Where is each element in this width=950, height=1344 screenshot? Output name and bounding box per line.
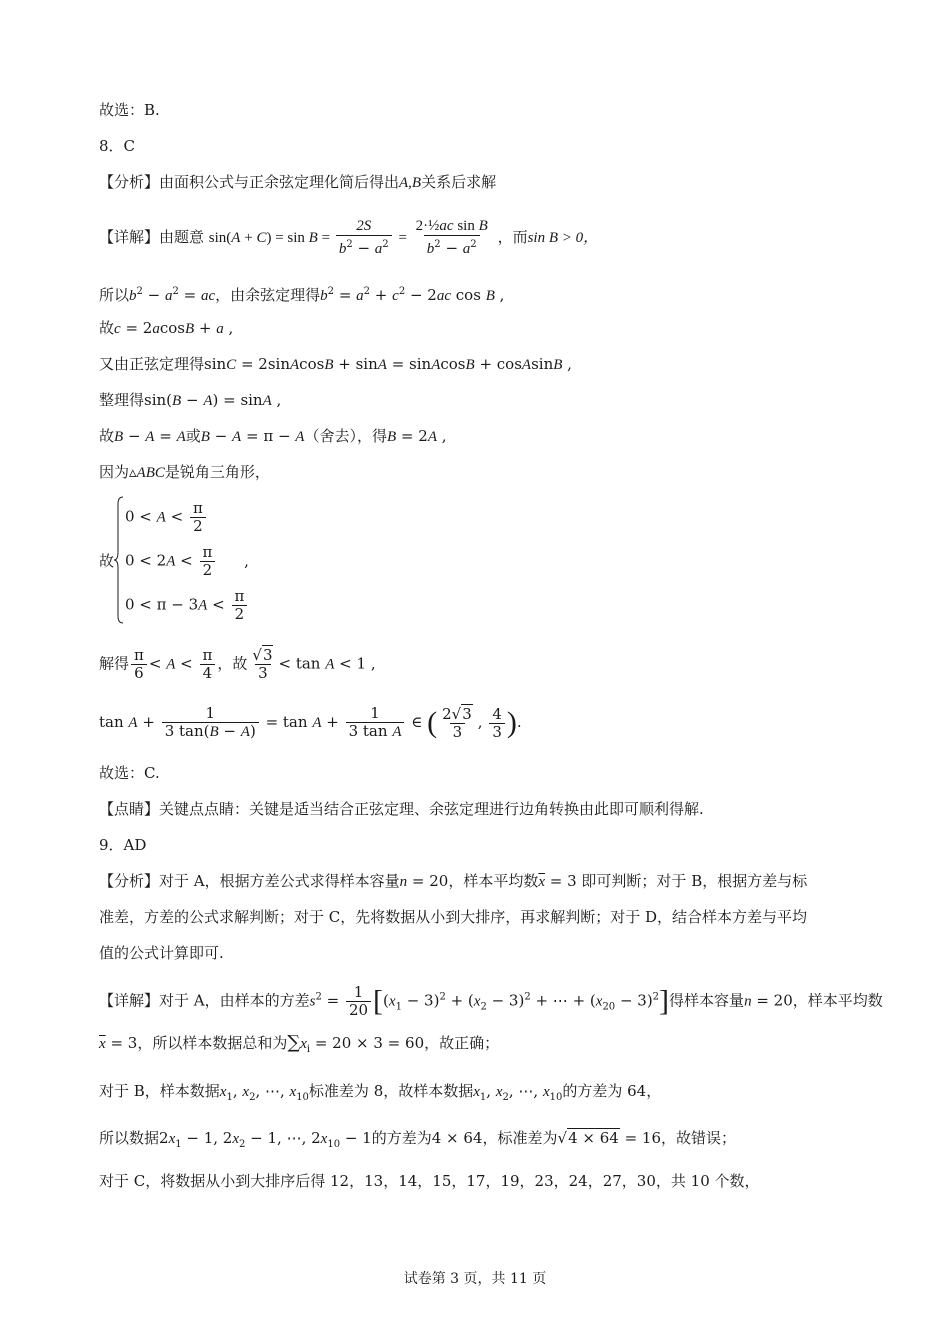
- q8-line9-note: （舍去），得: [304, 427, 387, 445]
- q8-line7-prefix: 又由正弦定理得: [99, 355, 205, 373]
- q8-line9-prefix: 故: [99, 427, 115, 445]
- q8-comment: 【点睛】关键点点睛：关键是适当结合正弦定理、余弦定理进行边角转换由此即可顺利得解.: [99, 800, 704, 818]
- question-8-answer: 8．C: [99, 137, 136, 155]
- q8-line10-tail: 是锐角三角形，: [164, 463, 270, 481]
- q9-detail-line3-a: 对于 B，样本数据: [99, 1082, 220, 1100]
- q8-line8-prefix: 整理得: [99, 391, 145, 409]
- q8-line10-prefix: 因为: [99, 463, 130, 481]
- q8-line-simplify: 整理得sin(B − A) = sinA ,: [99, 391, 282, 409]
- q9-analysis-c: 即可判断；对于 B，根据方差与标: [581, 872, 808, 890]
- q8-line-final-expr: tan A + $\frac{1}{3 \tan(B - A)}$ = tan A + $\frac{1}{\text{3 tan A}}$ ∈ ( $\frac{2√3}{3}$ , $\frac{4}{3}$ ).: [99, 704, 522, 741]
- q8-analysis-text: 【分析】由面积公式与正余弦定理化简后得出: [99, 173, 400, 191]
- q9-detail-line3-b: 标准差为 8，故样本数据: [308, 1082, 474, 1100]
- q9-detail-line5: 对于 C，将数据从小到大排序后得 12，13，14，15，17，19，23，24，27，30，共 10 个数，: [99, 1172, 760, 1190]
- q8-line11-prefix: 解得: [99, 654, 130, 673]
- q9-detail-line4-d: ，故错误；: [661, 1129, 737, 1147]
- q9-detail-line3: 对于 B，样本数据$x_1$, $x_2$, ⋯, $x_{10}$标准差为 8，故样本数据$x_1$, $x_2$, ⋯, $x_{10}$的方差为 64，: [99, 1082, 662, 1103]
- q9-detail-line4-c: ，标准差为: [482, 1129, 558, 1147]
- q9-detail-line4-a: 所以数据: [99, 1129, 160, 1147]
- question-9-answer: 9．AD: [99, 836, 147, 854]
- q9-detail-line4-b: 的方差为: [371, 1129, 432, 1147]
- q9-detail-line2: $\overline{x} = 3$，所以样本数据总和为$\sum x_i = 20 \times 3 = 60$，故正确；: [99, 1032, 500, 1055]
- q9-analysis-line1: 【分析】对于 A，根据方差公式求得样本容量n = 20，样本平均数$\overline{x} = 3$ 即可判断；对于 B，根据方差与标: [99, 872, 808, 890]
- q8-line-cosine: 所以$b^2 - a^2$ = ac，由余弦定理得$b^2 = a^2 + c^2 - 2ac$ cos B ,: [99, 286, 505, 304]
- q8-line-c: 故c = 2acosB + a ,: [99, 319, 234, 337]
- q9-detail-line1: 【详解】对于 A，由样本的方差$s^2$ = $\frac{1}{20}$ [$(x_1 - 3)^2 + (x_2 - 3)^2$ + ⋯ + $(x_{20} - 3)^2$]得样本容量n = 20，样本平均数: [99, 983, 883, 1019]
- q9-detail-line2-a: ，所以样本数据总和为: [137, 1034, 288, 1052]
- q8-detail-prefix: 【详解】由题意: [99, 228, 205, 246]
- q8-analysis: [99, 171, 496, 194]
- system-row-3: 0 < π − 3A < $\frac{\pi}{2}$: [125, 588, 249, 623]
- q8-analysis-math: A,B: [399, 175, 422, 191]
- q8-line-sine: 又由正弦定理得sinC = 2sinAcosB + sinA = sinAcosB + cosAsinB ,: [99, 355, 572, 373]
- q9-detail-line2-b: ，故正确；: [424, 1034, 500, 1052]
- page-footer: 试卷第 3 页，共 11 页: [403, 1271, 547, 1287]
- q8-detail-tail: sin B > 0，: [527, 230, 599, 246]
- q8-line-acute: 因为▵ABC是锐角三角形，: [99, 463, 270, 481]
- q9-detail-line3-c: 的方差为 64，: [562, 1082, 662, 1100]
- q9-detail-c: ，样本平均数: [792, 991, 883, 1010]
- q8-line11-mid: ，故: [217, 654, 248, 673]
- q8-line9-mid: 或: [185, 427, 201, 445]
- q8-detail-mid: ，而: [497, 228, 528, 246]
- left-brace: [114, 496, 124, 624]
- q9-analysis-b: ，样本平均数: [448, 872, 539, 890]
- answer-line-8: 故选：C.: [99, 764, 160, 782]
- q9-analysis-a: 【分析】对于 A，根据方差公式求得样本容量: [99, 872, 400, 890]
- q8-analysis-tail: 关系后求解: [421, 173, 497, 191]
- q9-detail-b: 得样本容量: [669, 991, 745, 1010]
- answer-line-7: 故选：B.: [99, 101, 160, 119]
- q8-line-range: 解得 $\frac{\pi}{6}$ < A < $\frac{\pi}{4}$ ，故 $\frac{√3}{3}$ < tan A < 1 ,: [99, 646, 376, 682]
- q9-detail-a: 【详解】对于 A，由样本的方差: [99, 991, 310, 1010]
- q8-line5-prefix: 所以: [99, 286, 130, 304]
- q8-line-b-eq-2a: 故B − A = A或B − A = π − A（舍去），得B = 2A ,: [99, 427, 447, 445]
- q8-line6-prefix: 故: [99, 319, 115, 337]
- q8-line5-mid: ，由余弦定理得: [215, 286, 321, 304]
- system-row-1: 0 < A < $\frac{\pi}{2}$: [125, 500, 208, 535]
- q8-detail-line: 【详解】由题意 sin(A + C) = sin B = $\frac{2S}{b^2 - a^2}$ = $\frac{\text{2·½ac sin B}}{b^2 - a^2}$ ，而sin B > 0，: [99, 218, 599, 257]
- q9-detail-line4: 所以数据$2x_1 - 1$, $2x_2 - 1$, ⋯, $2x_{10} - 1$的方差为4 × 64，标准差为√4 × 64 = 16，故错误；: [99, 1129, 737, 1150]
- system-row-2: 0 < 2A < $\frac{\pi}{2}$ ,: [125, 543, 249, 579]
- q9-analysis-line2: 准差，方差的公式求解判断；对于 C，先将数据从小到大排序，再求解判断；对于 D，结合样本方差与平均: [99, 908, 808, 926]
- q9-analysis-line3: 值的公式计算即可.: [99, 944, 224, 962]
- system-label: 故: [99, 552, 115, 570]
